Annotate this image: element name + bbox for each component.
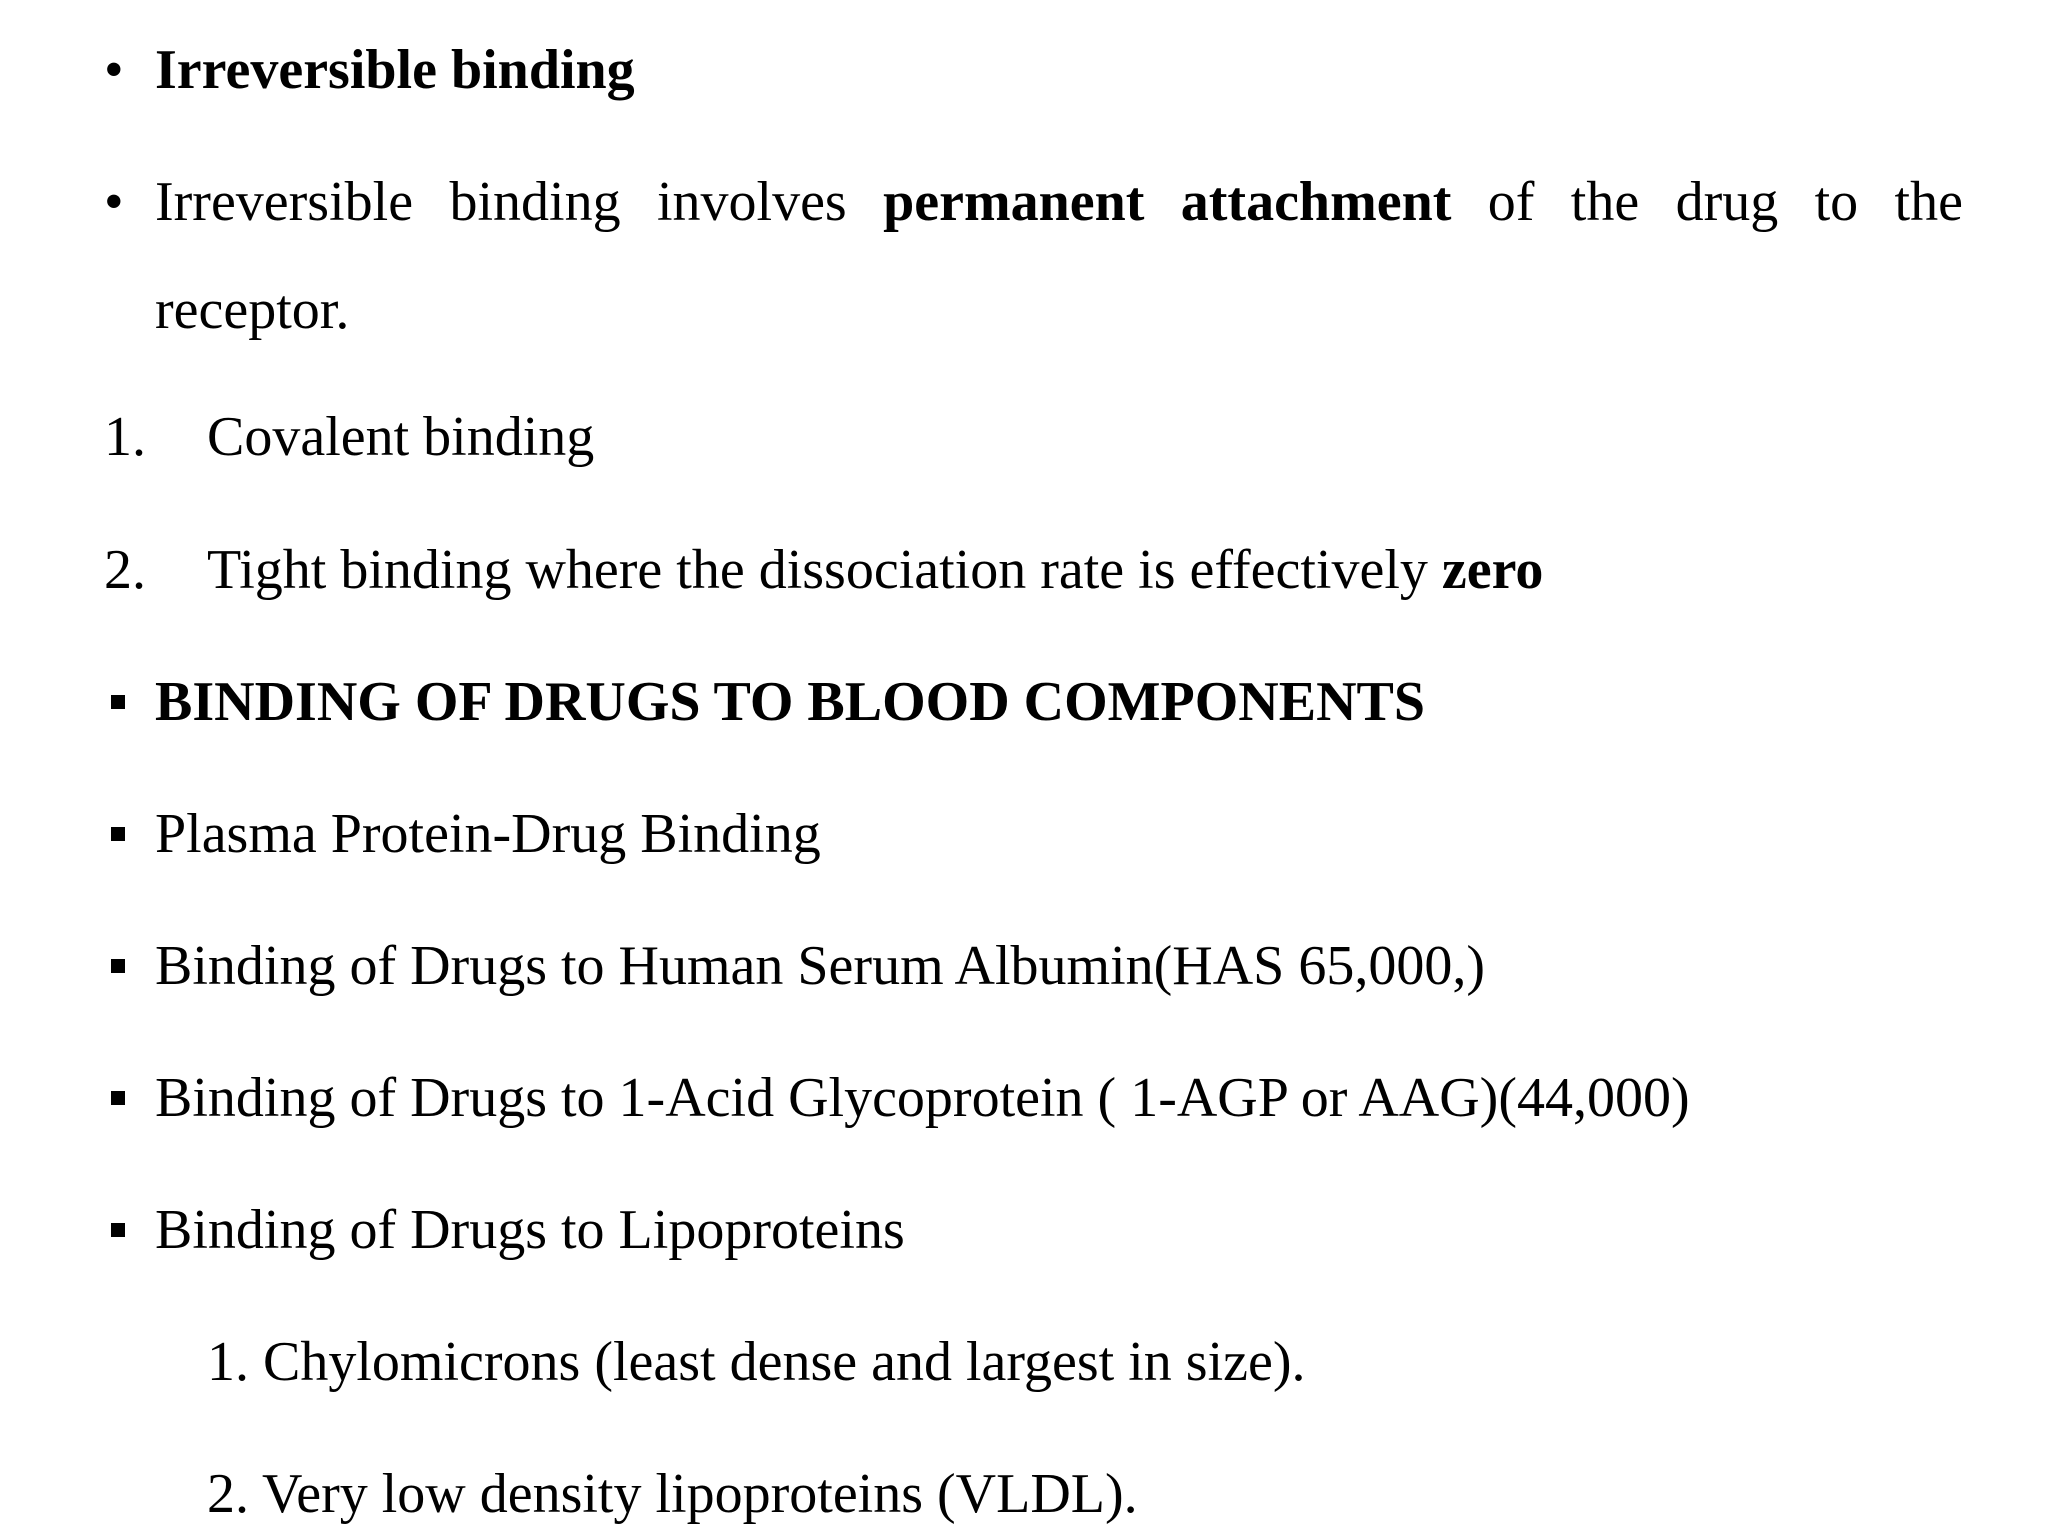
definition-word: to: [1814, 171, 1859, 233]
list-number: 1.: [104, 406, 146, 468]
definition-emphasis-word: attachment: [1180, 171, 1452, 233]
definition-word: involves: [656, 171, 847, 233]
sub-list-item: 1. Chylomicrons (least dense and largest in size).: [207, 1331, 1306, 1393]
square-list-item: Binding of Drugs to Lipoproteins: [155, 1199, 905, 1261]
list-item-tight-binding: [207, 538, 1543, 602]
definition-word: Irreversible: [155, 171, 414, 233]
tight-binding-emphasis: zero: [1441, 539, 1544, 601]
square-bullet: [111, 695, 125, 709]
square-list-item: Binding of Drugs to 1-Acid Glycoprotein ( 1-AGP or AAG)(44,000): [155, 1067, 1690, 1129]
bullet-marker: •: [104, 39, 124, 101]
definition-emphasis-word: permanent: [883, 171, 1145, 233]
definition-word: binding: [449, 171, 621, 233]
square-bullet: [111, 959, 125, 973]
square-bullet: [111, 827, 125, 841]
square-list-item: Binding of Drugs to Human Serum Albumin(HAS 65,000,): [155, 935, 1485, 997]
square-list-item: Plasma Protein-Drug Binding: [155, 803, 821, 865]
square-bullet: [111, 1223, 125, 1237]
definition-word: of: [1487, 171, 1535, 233]
sub-list-item: 2. Very low density lipoproteins (VLDL).: [207, 1463, 1138, 1525]
heading-irreversible-binding: Irreversible binding: [155, 39, 635, 101]
definition-word: drug: [1675, 171, 1779, 233]
tight-binding-text: Tight binding where the dissociation rate is effectively: [207, 539, 1442, 601]
definition-word: the: [1570, 171, 1640, 233]
definition-word: the: [1894, 171, 1963, 233]
definition-continuation: receptor.: [155, 279, 350, 341]
list-number: 2.: [104, 539, 146, 601]
definition-line: [155, 170, 1963, 234]
bullet-marker: •: [104, 171, 124, 233]
section-title: BINDING OF DRUGS TO BLOOD COMPONENTS: [155, 671, 1426, 733]
list-item-covalent-binding: Covalent binding: [207, 406, 595, 468]
square-bullet: [111, 1091, 125, 1105]
